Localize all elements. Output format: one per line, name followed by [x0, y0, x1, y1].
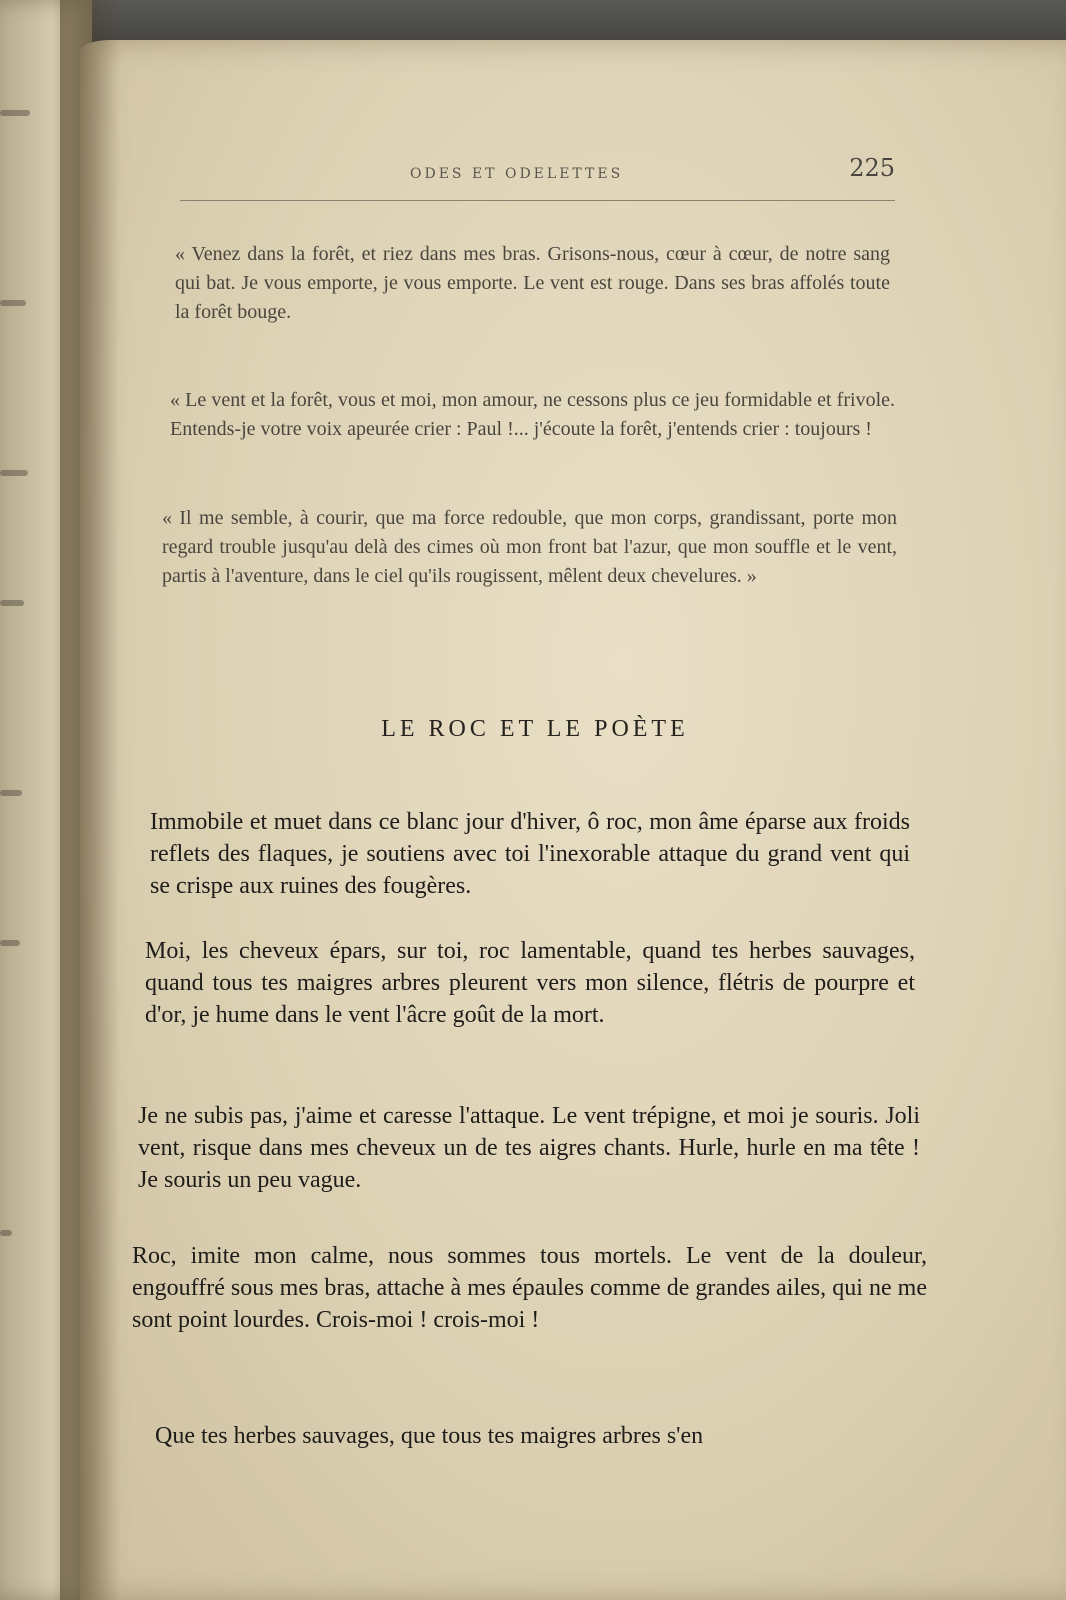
facing-page-text-fragment	[0, 790, 22, 796]
quote-paragraph: « Venez dans la forêt, et riez dans mes bras. Grisons-nous, cœur à cœur, de notre sang qui bat. Je vous emporte, je vous emporte. Le vent est rouge. Dans ses bras affolés toute la forêt bouge.	[175, 243, 890, 323]
facing-page-text-fragment	[0, 600, 24, 606]
body-paragraph: Moi, les cheveux épars, sur toi, roc lamentable, quand tes herbes sauvages, quand tous tes maigres arbres pleurent vers mon silence, flétris de pourpre et d'or, je hume dans le vent l'âcre goût de la mort.	[145, 938, 915, 1028]
facing-page-text-fragment	[0, 940, 20, 946]
page-number: 225	[849, 154, 895, 182]
facing-page-text-fragment	[0, 300, 26, 306]
facing-page-text-fragment	[0, 110, 30, 116]
quote-paragraph: « Il me semble, à courir, que ma force redouble, que mon corps, grandissant, porte mon regard trouble jusqu'au delà des cimes où mon front bat l'azur, que mon souffle et le vent, partis à l'aventure, dans le ciel qu'ils rougissent, mêlent deux chevelures. »	[162, 507, 897, 587]
body-paragraph: Roc, imite mon calme, nous sommes tous mortels. Le vent de la douleur, engouffré sous mes bras, attache à mes épaules comme de grandes ailes, qui ne me sont point lourdes. Crois-moi ! crois-moi !	[132, 1243, 927, 1333]
body-paragraph: Immobile et muet dans ce blanc jour d'hiver, ô roc, mon âme éparse aux froids reflets des flaques, je soutiens avec toi l'inexorable attaque du grand vent qui se crispe aux ruines des fougères.	[150, 809, 910, 899]
facing-page-text-fragment	[0, 1230, 12, 1236]
page-header	[180, 154, 895, 201]
body-paragraph: Que tes herbes sauvages, que tous tes maigres arbres s'en	[155, 1423, 704, 1449]
section-title: LE ROC ET LE POÈTE	[381, 716, 689, 742]
facing-page-text-fragment	[0, 470, 28, 476]
book-gutter-shadow	[60, 0, 120, 1600]
quote-paragraph: « Le vent et la forêt, vous et moi, mon amour, ne cessons plus ce jeu formidable et frivole. Entends-je votre voix apeurée crier : Paul !... j'écoute la forêt, j'entends crier : toujours !	[170, 389, 895, 440]
running-head: ODES ET ODELETTES	[410, 166, 624, 182]
body-paragraph: Je ne subis pas, j'aime et caresse l'attaque. Le vent trépigne, et moi je souris. Joli vent, risque dans mes cheveux un de tes aigres chants. Hurle, hurle en ma tête ! Je souris un peu vague.	[138, 1103, 920, 1193]
